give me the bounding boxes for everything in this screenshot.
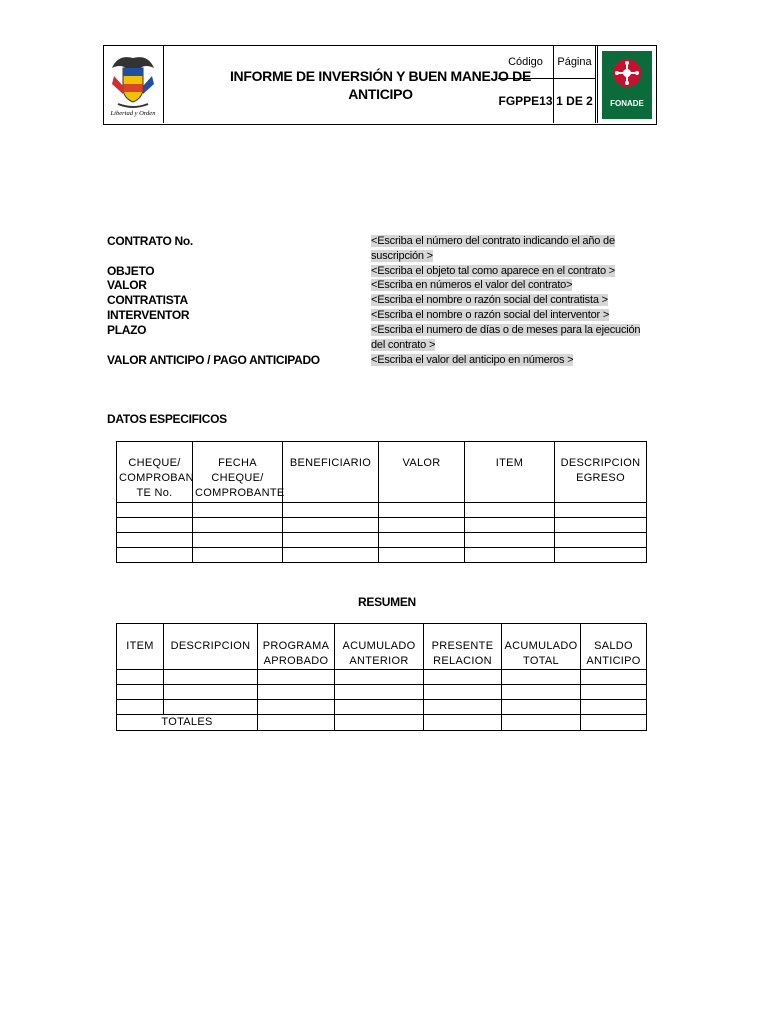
- field-label-valor: VALOR: [107, 278, 147, 292]
- totals-label: TOTALES: [117, 715, 258, 731]
- col-header-presente-relacion: PRESENTE RELACION: [424, 624, 502, 670]
- table-cell[interactable]: [581, 700, 647, 715]
- table-cell[interactable]: [502, 670, 581, 685]
- table-cell[interactable]: [502, 715, 581, 731]
- table-cell[interactable]: [258, 715, 335, 731]
- field-value-contratista[interactable]: [371, 293, 647, 308]
- col-header-fecha: FECHA CHEQUE/ COMPROBANTE: [193, 442, 283, 503]
- table-cell[interactable]: [335, 670, 424, 685]
- table-cell[interactable]: [283, 503, 379, 518]
- colombia-coat-of-arms-logo: [104, 46, 164, 123]
- table-row: [117, 533, 647, 548]
- table-cell[interactable]: [164, 700, 258, 715]
- table-cell[interactable]: [117, 518, 193, 533]
- table-cell[interactable]: [193, 548, 283, 563]
- field-value-text: <Escriba el nombre o razón social del interventor >: [371, 309, 610, 321]
- col-header-item: ITEM: [465, 442, 555, 503]
- table-cell[interactable]: [335, 700, 424, 715]
- table-cell[interactable]: [555, 518, 647, 533]
- table-cell[interactable]: [117, 548, 193, 563]
- table-cell[interactable]: [193, 518, 283, 533]
- table-row: [117, 670, 647, 685]
- resumen-table: [116, 623, 647, 731]
- table-cell[interactable]: [258, 685, 335, 700]
- table-cell[interactable]: [379, 503, 465, 518]
- pagina-label: Página: [554, 46, 596, 79]
- table-cell[interactable]: [424, 700, 502, 715]
- document-title: INFORME DE INVERSIÓN Y BUEN MANEJO DE ANTICIPO: [164, 46, 598, 123]
- col-header-descripcion: DESCRIPCION EGRESO: [555, 442, 647, 503]
- table-cell[interactable]: [193, 503, 283, 518]
- table-cell[interactable]: [117, 700, 164, 715]
- field-value-contrato[interactable]: [371, 234, 647, 264]
- table-cell[interactable]: [258, 670, 335, 685]
- field-value-plazo[interactable]: [371, 323, 647, 353]
- resumen-title: RESUMEN: [358, 595, 416, 609]
- table-cell[interactable]: [117, 503, 193, 518]
- document-header: [103, 45, 657, 125]
- col-header-valor: VALOR: [379, 442, 465, 503]
- col-header-item: ITEM: [117, 624, 164, 670]
- table-row: [117, 700, 647, 715]
- table-header-row: [117, 624, 647, 670]
- field-value-interventor[interactable]: [371, 308, 647, 323]
- table-row: [117, 548, 647, 563]
- col-header-acumulado-total: ACUMULADO TOTAL: [502, 624, 581, 670]
- table-cell[interactable]: [117, 533, 193, 548]
- table-cell[interactable]: [379, 548, 465, 563]
- col-header-acumulado-anterior: ACUMULADO ANTERIOR: [335, 624, 424, 670]
- field-label-plazo: PLAZO: [107, 323, 147, 337]
- field-value-text: <Escriba el valor del anticipo en números >: [371, 354, 574, 366]
- totals-row: [117, 715, 647, 731]
- field-value-objeto[interactable]: [371, 264, 647, 279]
- datos-especificos-title: DATOS ESPECIFICOS: [107, 412, 227, 426]
- table-cell[interactable]: [424, 685, 502, 700]
- table-cell[interactable]: [581, 685, 647, 700]
- table-cell[interactable]: [502, 685, 581, 700]
- table-cell[interactable]: [283, 548, 379, 563]
- table-cell[interactable]: [379, 518, 465, 533]
- field-label-valor-anticipo: VALOR ANTICIPO / PAGO ANTICIPADO: [107, 353, 320, 367]
- codigo-value: FGPPE13: [498, 79, 554, 123]
- table-cell[interactable]: [193, 533, 283, 548]
- table-header-row: [117, 442, 647, 503]
- table-cell[interactable]: [581, 670, 647, 685]
- table-cell[interactable]: [335, 715, 424, 731]
- fonade-emblem-icon: [602, 51, 652, 97]
- table-cell[interactable]: [555, 548, 647, 563]
- table-cell[interactable]: [164, 685, 258, 700]
- table-cell[interactable]: [164, 670, 258, 685]
- table-cell[interactable]: [465, 548, 555, 563]
- field-value-text: <Escriba el numero de días o de meses para la ejecución del contrato >: [371, 324, 641, 351]
- table-cell[interactable]: [117, 685, 164, 700]
- field-label-contrato: CONTRATO No.: [107, 234, 193, 248]
- fonade-logo: [598, 46, 656, 123]
- table-cell[interactable]: [283, 518, 379, 533]
- seal-motto: Libertad y Orden: [110, 110, 156, 117]
- col-header-descripcion: DESCRIPCION: [164, 624, 258, 670]
- table-cell[interactable]: [335, 685, 424, 700]
- table-row: [117, 518, 647, 533]
- fonade-logo-text: FONADE: [610, 98, 644, 108]
- table-cell[interactable]: [555, 503, 647, 518]
- col-header-cheque: CHEQUE/ COMPROBAN TE No.: [117, 442, 193, 503]
- table-cell[interactable]: [117, 670, 164, 685]
- field-value-valor-anticipo[interactable]: [371, 353, 647, 368]
- table-cell[interactable]: [465, 503, 555, 518]
- pagina-value: 1 DE 2: [554, 79, 596, 123]
- table-cell[interactable]: [465, 518, 555, 533]
- field-label-interventor: INTERVENTOR: [107, 308, 190, 322]
- table-cell[interactable]: [424, 670, 502, 685]
- field-value-text: <Escriba en números el valor del contrato>: [371, 279, 573, 291]
- table-cell[interactable]: [581, 715, 647, 731]
- field-value-text: <Escriba el número del contrato indicando el año de suscripción >: [371, 235, 615, 262]
- field-label-objeto: OBJETO: [107, 264, 155, 278]
- datos-especificos-table: [116, 441, 647, 563]
- table-cell[interactable]: [258, 700, 335, 715]
- table-cell[interactable]: [465, 533, 555, 548]
- table-cell[interactable]: [555, 533, 647, 548]
- table-cell[interactable]: [283, 533, 379, 548]
- field-label-contratista: CONTRATISTA: [107, 293, 188, 307]
- col-header-saldo-anticipo: SALDO ANTICIPO: [581, 624, 647, 670]
- table-cell[interactable]: [424, 715, 502, 731]
- field-value-valor[interactable]: [371, 278, 647, 293]
- col-header-programa-aprobado: PROGRAMA APROBADO: [258, 624, 335, 670]
- fonade-logo-box: [602, 51, 652, 119]
- table-row: [117, 503, 647, 518]
- field-value-text: <Escriba el objeto tal como aparece en el contrato >: [371, 265, 615, 277]
- codigo-label: Código: [498, 46, 554, 79]
- table-row: [117, 685, 647, 700]
- col-header-beneficiario: BENEFICIARIO: [283, 442, 379, 503]
- field-value-text: <Escriba el nombre o razón social del contratista >: [371, 294, 608, 306]
- table-cell[interactable]: [379, 533, 465, 548]
- table-cell[interactable]: [502, 700, 581, 715]
